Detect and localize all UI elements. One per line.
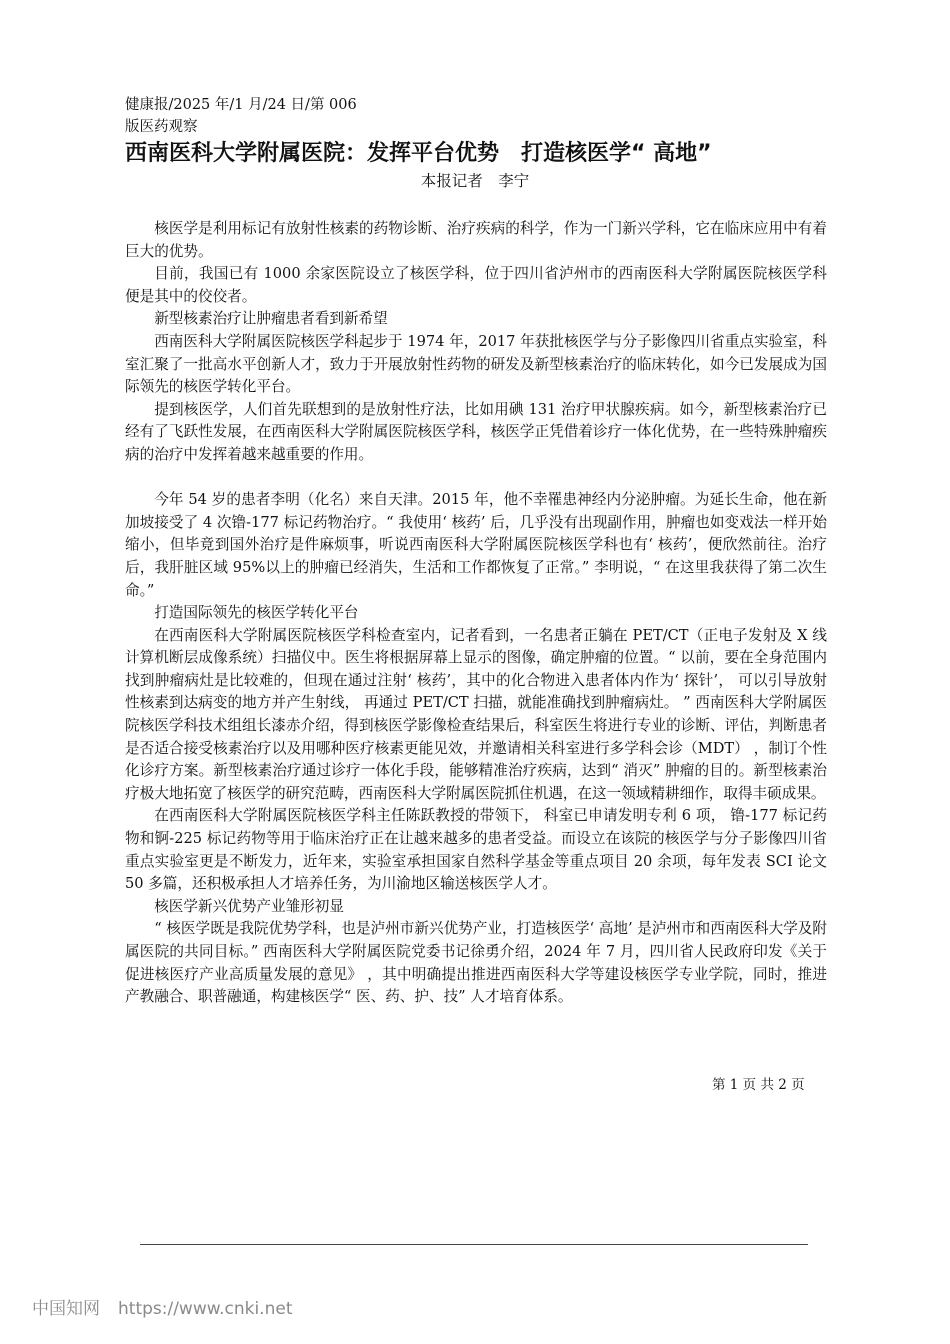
blank-line (125, 467, 827, 490)
footer-watermark (32, 1294, 310, 1319)
source-meta (125, 94, 357, 138)
section-heading: 打造国际领先的核医学转化平台 (154, 604, 359, 622)
article-body (125, 218, 827, 1009)
paragraph: 核医学是利用标记有放射性核素的药物诊断、治疗疾病的科学，作为一门新兴学科，它在临床应用中有着巨大的优势。 (125, 220, 827, 260)
paragraph: 提到核医学，人们首先联想到的是放射性疗法，比如用碘 131 治疗甲状腺疾病。如今，新型核素治疗已经有了飞跃性发展，在西南医科大学附属医院核医学科，核医学正凭借着诊疗一体化优势，在一些特殊肿瘤疾病的治疗中发挥着越来越重要的作用。 (125, 400, 827, 463)
cnki-url[interactable]: https://www.cnki.net (118, 1299, 293, 1319)
paragraph: 今年 54 岁的患者李明（化名）来自天津。2015 年，他不幸罹患神经内分泌肿瘤。为延长生命，他在新加坡接受了 4 次镥-177 标记药物治疗。“ 我使用‘ 核药’ 后，几乎没有出现副作用，肿瘤也如变戏法一样开始缩小，但毕竟到国外治疗是件麻烦事，听说西南医科大学附属医院核医学科也有‘ 核药’，便欣然前往。治疗后，我肝脏区域 95%以上的肿瘤已经消失，生活和工作都恢复了正常。” 李明说，“ 在这里我获得了第二次生命。” (125, 491, 827, 599)
source-meta-line1: 健康报/2025 年/1 月/24 日/第 006 (125, 97, 357, 113)
section-heading: 新型核素治疗让肿瘤患者看到新希望 (154, 310, 388, 328)
footer-divider (140, 1244, 808, 1245)
article-title: 西南医科大学附属医院：发挥平台优势 打造核医学“ 高地” (125, 141, 712, 166)
cnki-brand: 中国知网 (32, 1299, 100, 1319)
paragraph: 西南医科大学附属医院核医学科起步于 1974 年，2017 年获批核医学与分子影像四川省重点实验室，科室汇聚了一批高水平创新人才，致力于开展放射性药物的研发及新型核素治疗的临床转化，如今已发展成为国际领先的核医学转化平台。 (125, 332, 827, 396)
paragraph: 在西南医科大学附属医院核医学科检查室内，记者看到，一名患者正躺在 PET/CT（正电子发射及 X 线计算机断层成像系统）扫描仪中。医生将根据屏幕上显示的图像，确定肿瘤的位置。“ 以前，要在全身范围内找到肿瘤病灶是比较难的，但现在通过注射‘ 核药’，其中的化合物进入患者体内作为‘ 探针’， 可以引导放射性核素到达病变的地方并产生射线， 再通过 PET/CT 扫描，就能准确找到肿瘤病灶。 ” 西南医科大学附属医院核医学科技术组组长漆赤介绍，得到核医学影像检查结果后，科室医生将进行专业的诊断、评估，判断患者是否适合接受核素治疗以及用哪种医疗核素更能见效，并邀请相关科室进行多学科会诊（MDT） ，制订个性化诊疗方案。新型核素治疗通过诊疗一体化手段，能够精准治疗疾病，达到“ 消灭” 肿瘤的目的。新型核素治疗极大地拓宽了核医学的研究范畴，西南医科大学附属医院抓住机遇，在这一领域精耕细作，取得丰硕成果。 (125, 626, 827, 802)
paragraph: 目前，我国已有 1000 余家医院设立了核医学科，位于四川省泸州市的西南医科大学附属医院核医学科便是其中的佼佼者。 (125, 265, 827, 305)
byline: 本报记者 李宁 (420, 172, 530, 190)
section-heading: 核医学新兴优势产业雏形初显 (154, 897, 344, 915)
paragraph: 在西南医科大学附属医院核医学科主任陈跃教授的带领下， 科室已申请发明专利 6 项， 镥-177 标记药物和锕-225 标记药物等用于临床治疗正在让越来越多的患者受益。而设立在该院的核医学与分子影像四川省重点实验室更是不断发力，近年来，实验室承担国家自然科学基金等重点项目 20 余项，每年发表 SCI 论文 50 多篇，还积极承担人才培养任务，为川渝地区输送核医学人才。 (125, 807, 827, 893)
page-number: 第 1 页 共 2 页 (712, 1077, 805, 1093)
source-meta-line2: 版医药观察 (125, 119, 198, 135)
paragraph: “ 核医学既是我院优势学科，也是泸州市新兴优势产业，打造核医学‘ 高地’ 是泸州市和西南医科大学及附属医院的共同目标。” 西南医科大学附属医院党委书记徐勇介绍，2024 年 7 月，四川省人民政府印发《关于促进核医疗产业高质量发展的意见》 ，其中明确提出推进西南医科大学等建设核医学专业学院，同时，推进产教融合、职普融通，构建核医学“ 医、药、护、技” 人才培育体系。 (125, 920, 827, 1006)
